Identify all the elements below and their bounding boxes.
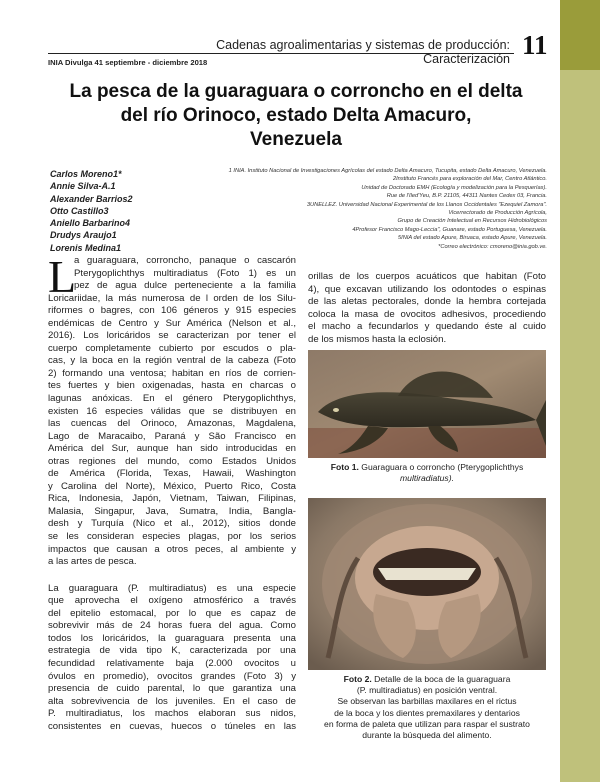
caption-text: (P. multiradiatus) en posición ventral. [356, 685, 498, 696]
issue-line: INIA Divulga 41 septiembre - diciembre 2018 [48, 58, 208, 67]
body-line: que aprovecha el oxígeno atmosférico a través [48, 595, 296, 607]
author-list [50, 168, 170, 254]
body-line: orillas de los cuerpos acuáticos que habitan (Foto [308, 271, 546, 282]
author: Carlos Moreno1* [50, 169, 122, 179]
body-line: cas, y la boca en la región ventral de la cabeza (Foto [48, 355, 296, 367]
page-number: 11 [522, 30, 548, 60]
body-line: fecundidad relativamente baja (2.000 ovocitos u [48, 657, 296, 669]
section-title: Cadenas agroalimentarias y sistemas de producción: Caracterización [216, 38, 510, 66]
page-side-bar [560, 0, 600, 782]
caption-label: Foto 1. [330, 462, 359, 472]
title-line: Venezuela [250, 129, 342, 150]
caption-text: durante la búsqueda del alimento. [362, 730, 492, 741]
photo2-caption [308, 674, 546, 741]
affiliation-line: 1 INIA. Instituto Nacional de Investigaciones Agrícolas del estado Delta Amacuro, Tucupita, estado Delta Amacuro, Venezuela. [228, 168, 547, 174]
body-line: de los mismos hasta la eclosión. [308, 333, 447, 345]
body-line: otras regiones del mundo, como Estados Unidos [48, 455, 296, 467]
body-line: P. multiradiatus, los machos elaboran sus nidos, [48, 708, 296, 720]
body-line: estrategia de vida tipo K, caracterizada por una [48, 645, 296, 657]
title-line: del río Orinoco, estado Delta Amacuro, [120, 105, 472, 126]
body-line: presencia de cuido parental, lo que garantiza una [48, 683, 296, 695]
body-line: desh y Turquía (Nico et al., 2012), sitios donde [48, 518, 296, 530]
body-line: a guaraguara, corroncho, panaque o cascarón [74, 255, 296, 266]
side-bar-bottom [560, 70, 600, 782]
affiliation-line: 5INIA del estado Apure, Biruaca, estado Apure, Venezuela. [397, 235, 547, 242]
affiliation-line: *Correo electrónico: cmoreno@inia.gob.ve. [438, 243, 547, 250]
body-line: Pterygoplichthys multiradiatus (Foto 1) es un [74, 267, 296, 279]
body-line: las cuencas del Orinoco, Amazonas, Magdalena, [48, 418, 296, 430]
body-line: a las artes de pesca. [48, 556, 137, 568]
author: Lorenis Medina1 [50, 242, 122, 253]
affiliation-line: 4Profesor Francisco Mago-Leccia", Guanare, estado Portuguesa, Venezuela. [352, 226, 547, 233]
author: Aniello Barbarino4 [50, 218, 131, 229]
affiliations [165, 167, 547, 251]
caption-text: multiradiatus). [400, 473, 454, 484]
body-line: se les consideran especies plagas, por los serios [48, 531, 296, 543]
body-line: del epitelio estomacal, por lo que es capaz de [48, 607, 296, 619]
body-line: 4), que excavan utilizando los odontodes o espinas [308, 283, 546, 295]
body-line: cuerpo completamente cubierto por escudos o pla- [48, 342, 296, 354]
body-line: lagunas anóxicas. En el género Pterygoplichthys, [48, 393, 296, 405]
author: Otto Castillo3 [50, 205, 109, 216]
body-line: Rica, Indonesia, Japón, Vietnam, Taiwan, Filipinas, [48, 493, 296, 505]
affiliation-line: Unidad de Doctorado EMH (Ecología y modelización para la Pesquerías). [361, 184, 547, 191]
side-bar-top [560, 0, 600, 70]
author: Alexander Barrios2 [50, 193, 133, 204]
body-line: Lago de Maracaibo, Paraná y São Francisco en [48, 430, 296, 442]
author: Drudys Araujo1 [50, 230, 117, 241]
body-line: Loricariidae, la más numerosa de l orden de los Silu- [48, 292, 296, 304]
body-line: todos los loricáridos, la guaraguara presenta una [48, 632, 296, 644]
affiliation-line: Vicerrectorado de Producción Agrícola, [448, 210, 547, 217]
body-column-right [308, 271, 546, 346]
body-line: riformes o bagres, con 106 géneros y 915 especies [48, 305, 296, 317]
body-line: de las aletas pectorales, donde la hembra cortejada [308, 296, 546, 308]
caption-text: en forma de paleta que utilizan para raspar el sustrato [324, 718, 530, 729]
body-line: impactos que causan a otros peces, al ambiente y [48, 543, 296, 555]
body-line: alta sobrevivencia de los juveniles. En el caso de [48, 695, 296, 707]
body-line: y Carolina del Norte), México, Puerto Rico, Costa [48, 480, 296, 492]
caption-text: Detalle de la boca de la guaraguara [371, 674, 511, 684]
body-line: América del Sur, aunque han sido introducidas en [48, 443, 296, 455]
paragraph-gap [48, 569, 296, 583]
body-line: endémicas de Centro y Sur América (Nelson et al., [48, 317, 296, 329]
affiliation-line: 3UNELLEZ. Universidad Nacional Experimental de los Llanos Occidentales "Ezequiel Zamora". [306, 201, 547, 208]
caption-text: Se observan las barbillas maxilares en el rictus [337, 696, 517, 707]
caption-text: Guaraguara o corroncho (Pterygoplichthys [358, 462, 524, 472]
header-rule [48, 53, 514, 54]
title-line: La pesca de la guaraguara o corroncho en el delta [69, 81, 523, 102]
article-title [48, 80, 544, 152]
affiliation-line: 2Instituto Francés para exploración del Mar, Centro Atlántico. [392, 176, 547, 183]
drop-cap: L [48, 251, 77, 302]
body-line: óvulos en promedio), ovocitos grandes (Foto 3) y [48, 670, 296, 682]
body-line: Malasia, Singapur, Java, Sumatra, India, Bangla- [48, 505, 296, 517]
caption-text: de la boca y los dientes premaxilares y dentarios [334, 707, 520, 718]
body-line: el macho a fecundarlos y quedando éste al cuido [308, 321, 546, 333]
body-line: 2) formando una ventosa; habitan en ríos de corrien- [48, 367, 296, 379]
body-line: coloca la masa de ovocitos adhesivos, procediendo [308, 308, 546, 320]
body-line: pez de agua dulce perteneciente a la familia [74, 280, 296, 292]
photo-fish-mouth [308, 498, 546, 670]
body-line: existen 16 especies válidas que se distribuyen en [48, 405, 296, 417]
caption-label: Foto 2. [343, 674, 372, 684]
body-line: consistentes en cuevas, huecos o túneles en las [48, 720, 296, 732]
body-line: La guaraguara (P. multiradiatus) es una especie [48, 582, 296, 594]
author: Annie Silva-A.1 [50, 181, 116, 192]
affiliation-line: Rue de l'Iled'Yeu, B.P. 21105, 44311 Nantes Cedex 03, Francia. [386, 193, 547, 200]
body-line: 2016). Los loricáridos se caracterizan por tener el [48, 330, 296, 342]
photo1-caption [308, 462, 546, 484]
body-line: de América (Florida, Texas, Hawaii, Washington [48, 468, 296, 480]
affiliation-line: Grupo de Creación Intelectual en Recursos Hidrobiológicos [397, 218, 547, 225]
photo-fish-side-view [308, 350, 546, 458]
body-line: sobrevivir más de 24 horas fuera del agua. Como [48, 620, 296, 632]
body-line: tes fuertes y bien oxigenadas, hasta en charcas o [48, 380, 296, 392]
body-column-left [48, 251, 296, 733]
